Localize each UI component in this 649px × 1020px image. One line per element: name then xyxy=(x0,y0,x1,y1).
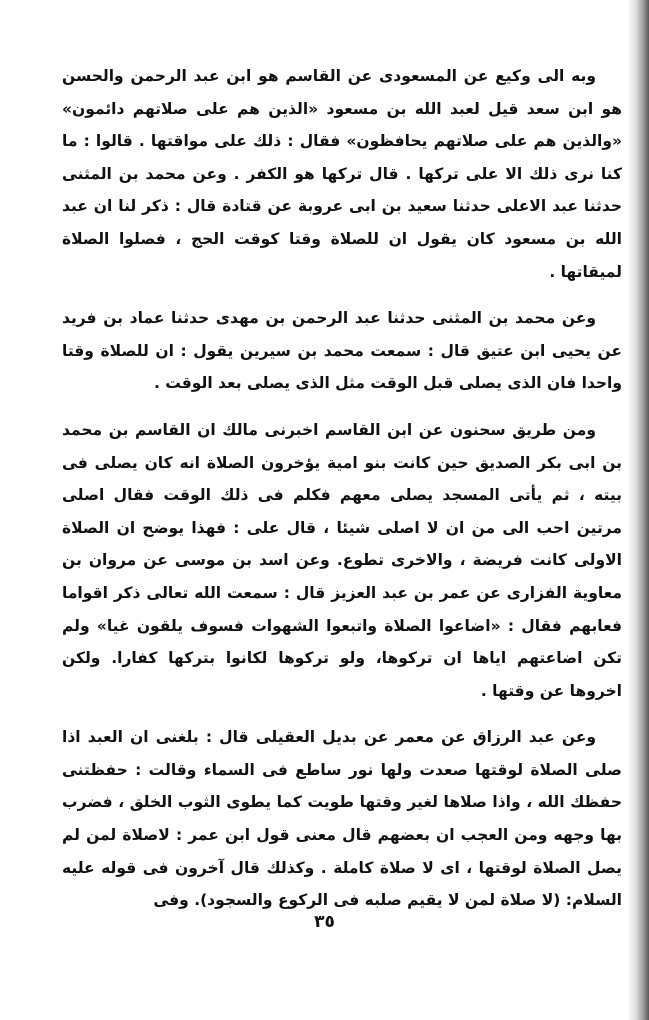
page-number: ٣٥ xyxy=(314,912,335,932)
paragraph-4: وعن عبد الرزاق عن معمر عن بديل العقيلى قال : بلغنى ان العبد اذا صلى الصلاة لوقتها صعدت ولها نور ساطع فى السماء وقالت : حفظتنى حفظك الله ، واذا صلاها لغير وقتها طويت كما يطوى الثوب الخلق ، فضرب بها وجهه ومن العجب ان بعضهم قال معنى قول ابن عمر : لاصلاة لمن لم يصل الصلاة لوقتها ، اى لا صلاة كاملة . وكذلك قال آخرون فى قوله عليه السلام: (لا صلاة لمن لا يقيم صلبه فى الركوع والسجود). وفى xyxy=(62,728,622,910)
page-body-text xyxy=(62,60,622,931)
paragraph-1: وبه الى وكيع عن المسعودى عن القاسم هو ابن عبد الرحمن والحسن هو ابن سعد قيل لعبد الله بن مسعود «الذين هم على صلاتهم دائمون» «والذين هم على صلاتهم يحافظون» فقال : ذلك على مواقتها . قالوا : ما كنا نرى ذلك الا على تركها . قال تركها هو الكفر . وعن محمد بن المثنى حدثنا عبد الاعلى حدثنا سعيد بن ابى عروبة عن قتادة قال : ذكر لنا ان عبد الله بن مسعود كان يقول ان للصلاة وقتا كوقت الحج ، فصلوا الصلاة لميقاتها . xyxy=(62,67,622,281)
paragraph-3: ومن طريق سحنون عن ابن القاسم اخبرنى مالك ان القاسم بن محمد بن ابى بكر الصديق حين كانت بنو امية يؤخرون الصلاة انه كان يصلى فى بيته ، ثم يأتى المسجد يصلى معهم فكلم فى ذلك الوقت فقال اصلى مرتين احب الى من ان لا اصلى شيئا ، قال على : فهذا يوضح ان الصلاة الاولى كانت فريضة ، والاخرى تطوع. وعن اسد بن موسى عن مروان بن معاوية الفزارى عن عمر بن عبد العزيز قال : سمعت الله تعالى ذكر اقواما فعابهم فقال : «اضاعوا الصلاة واتبعوا الشهوات فسوف يلقون غيا» ولم تكن اضاعتهم اياها ان تركوها، ولو تركوها لكانوا بتركها كفارا. ولكن اخروها عن وقتها . xyxy=(62,420,622,700)
paragraph-2: وعن محمد بن المثنى حدثنا عبد الرحمن بن مهدى حدثنا عماد بن فريد عن يحيى ابن عتيق قال : سمعت محمد بن سيرين يقول : ان للصلاة وقتا واحدا فان الذى يصلى قبل الوقت مثل الذى يصلى بعد الوقت . xyxy=(62,309,622,393)
page-binding-shadow xyxy=(627,0,649,1020)
